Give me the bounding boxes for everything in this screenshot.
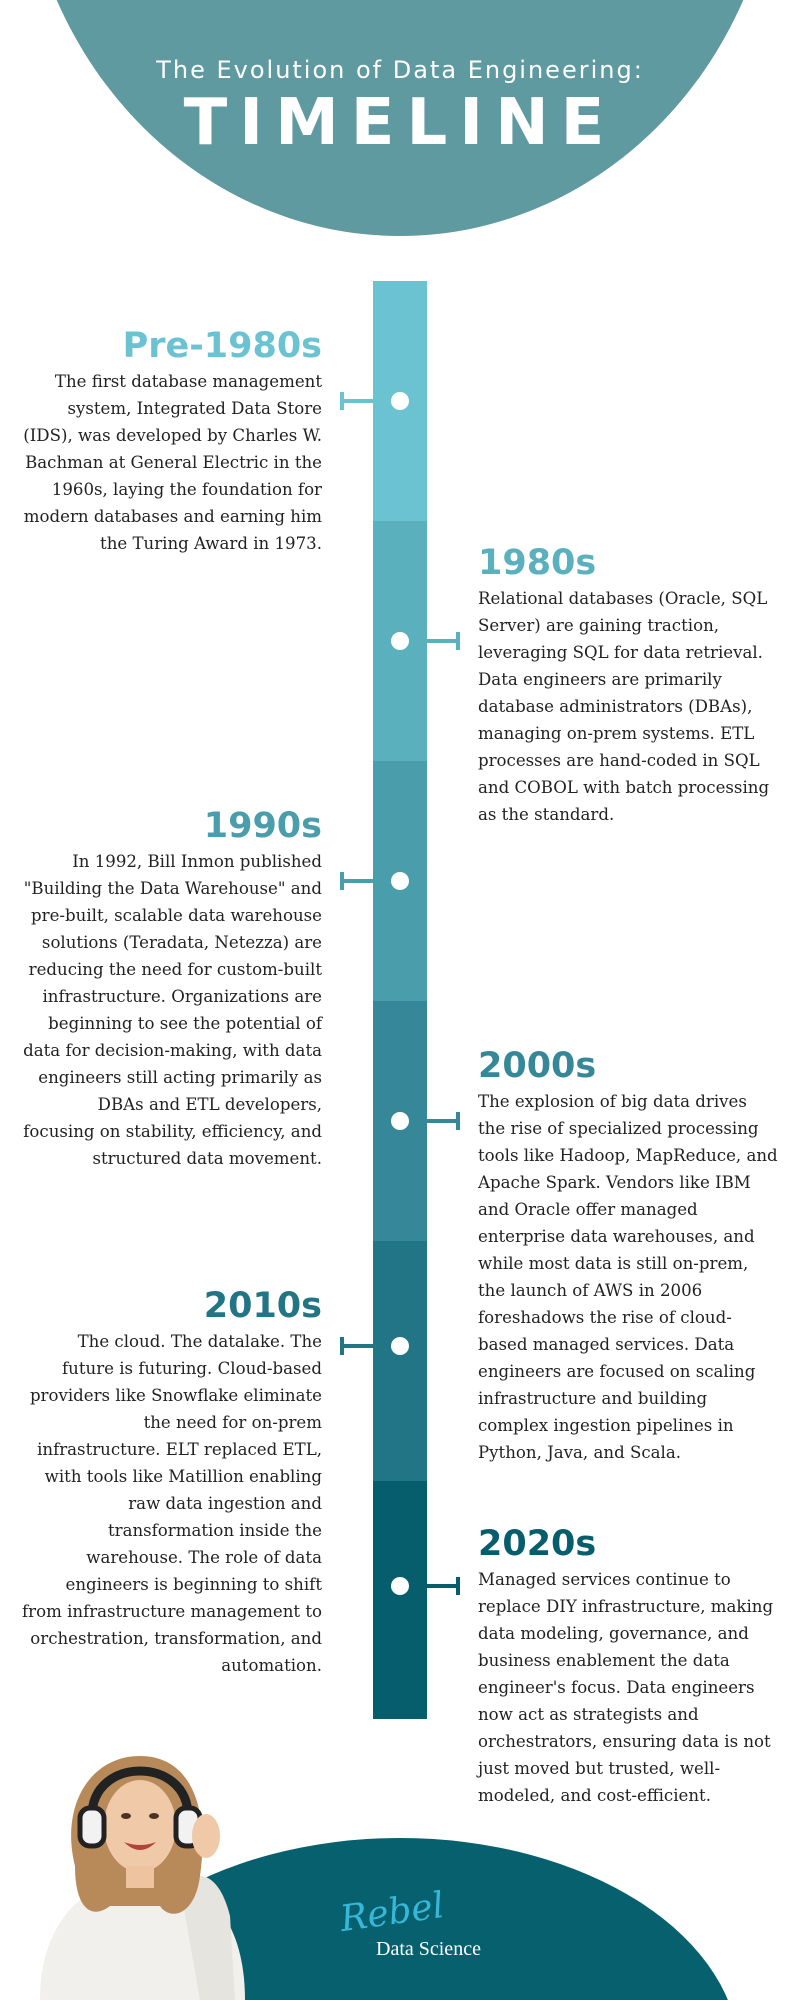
timeline-cap-1980s [456, 632, 460, 650]
era-title: 2010s [203, 1286, 322, 1326]
timeline-cap-2010s [340, 1337, 344, 1355]
era-block-2020s [478, 1522, 778, 1809]
brand-logo-script: Rebel [337, 1884, 447, 1941]
era-block-1980s [478, 541, 778, 828]
era-description: The cloud. The datalake. The future is futuring. Cloud-based providers like Snowflake eliminate the need for on-prem infrastructure. ELT replaced ETL, with tools like Matillion enabling raw data ingestion and transformation inside the warehouse. The role of data engineers is beginning to shift from infrastructure management to orchestration, transformation, and automation. [22, 1332, 323, 1675]
era-block-2000s [478, 1044, 778, 1466]
timeline-dot-1980s [391, 632, 409, 650]
timeline-dot-pre-1980s [391, 392, 409, 410]
timeline-dot-1990s [391, 872, 409, 890]
timeline-connector-1990s [340, 879, 373, 883]
timeline-dot-2010s [391, 1337, 409, 1355]
era-title: Pre-1980s [122, 326, 322, 366]
page-title: TIMELINE [183, 86, 617, 160]
brand-logo-text: Data Science [376, 1938, 481, 1960]
era-block-2010s [22, 1284, 322, 1679]
timeline-cap-2000s [456, 1112, 460, 1130]
timeline-dot-2000s [391, 1112, 409, 1130]
era-title: 2000s [478, 1046, 597, 1086]
timeline-cap-1990s [340, 872, 344, 890]
era-title: 2020s [478, 1524, 597, 1564]
era-block-1990s [22, 804, 322, 1172]
person-with-headphones-illustration [30, 1716, 250, 2000]
timeline-cap-pre-1980s [340, 392, 344, 410]
page-subtitle: The Evolution of Data Engineering: [156, 56, 644, 84]
era-description: The first database management system, Integrated Data Store (IDS), was developed by Charles W. Bachman at General Electric in the 1960s, laying the foundation for modern databases and earning him the Turing Award in 1973. [23, 372, 322, 553]
timeline-cap-2020s [456, 1577, 460, 1595]
era-title: 1990s [203, 806, 322, 846]
era-description: In 1992, Bill Inmon published "Building the Data Warehouse" and pre-built, scalable data warehouse solutions (Teradata, Netezza) are reducing the need for custom-built infrastructure. Organizations are beginning to see the potential of data for decision-making, with data engineers still acting primarily as DBAs and ETL developers, focusing on stability, efficiency, and structured data movement. [23, 852, 322, 1168]
era-description: Relational databases (Oracle, SQL Server) are gaining traction, leveraging SQL for data retrieval. Data engineers are primarily database administrators (DBAs), managing on-prem systems. ETL processes are hand-coded in SQL and COBOL with batch processing as the standard. [478, 589, 770, 824]
timeline-connector-pre-1980s [340, 399, 373, 403]
era-title: 1980s [478, 543, 597, 583]
timeline-segment-2010s [373, 1241, 427, 1481]
timeline-dot-2020s [391, 1577, 409, 1595]
timeline-segment-2020s [373, 1481, 427, 1719]
era-description: Managed services continue to replace DIY infrastructure, making data modeling, governance, and business enablement the data engineer's focus. Data engineers now act as strategists and orchestrators, ensuring data is not just moved but trusted, well-modeled, and cost-efficient. [478, 1570, 774, 1805]
era-description: The explosion of big data drives the rise of specialized processing tools like Hadoop, MapReduce, and Apache Spark. Vendors like IBM and Oracle offer managed enterprise data warehouses, and while most data is still on-prem, the launch of AWS in 2006 foreshadows the rise of cloud-based managed services. Data engineers are focused on scaling infrastructure and building complex ingestion pipelines in Python, Java, and Scala. [478, 1092, 778, 1462]
era-block-pre-1980s [22, 324, 322, 557]
timeline-connector-2010s [340, 1344, 373, 1348]
